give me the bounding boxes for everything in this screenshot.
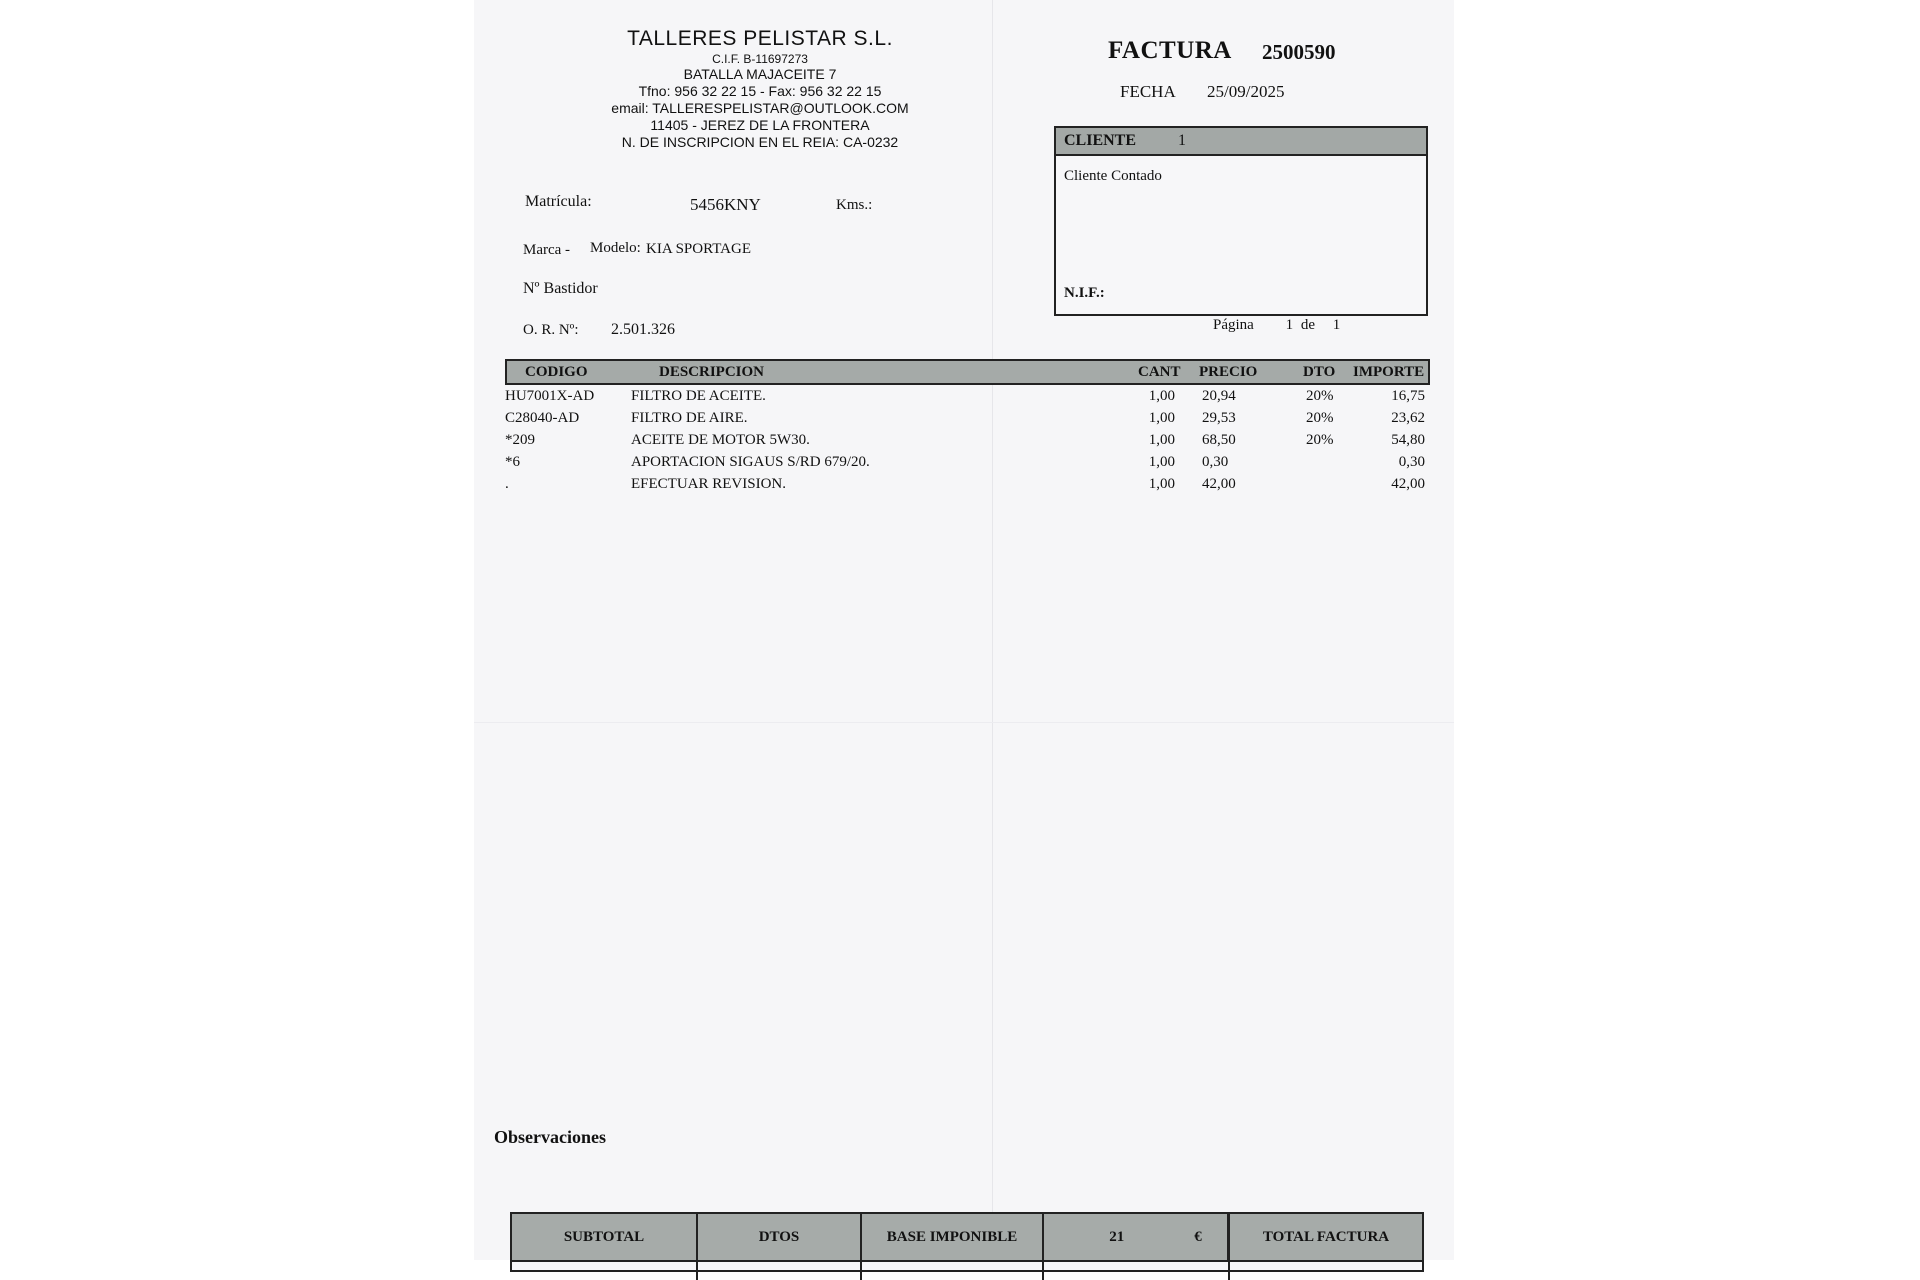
- row-codigo: HU7001X-AD: [505, 388, 595, 404]
- company-registry: N. DE INSCRIPCION EN EL REIA: CA-0232: [621, 134, 899, 150]
- row-cant: 1,00: [1148, 454, 1175, 470]
- row-cant: 1,00: [1148, 388, 1175, 404]
- invoice-date: 25/09/2025: [1207, 82, 1285, 101]
- row-descripcion: FILTRO DE AIRE.: [631, 410, 748, 426]
- currency-symbol: €: [1194, 1229, 1202, 1245]
- base-imponible-header: BASE IMPONIBLE: [862, 1214, 1044, 1260]
- row-importe: 16,75: [1391, 388, 1425, 404]
- col-dto: DTO: [1303, 364, 1336, 380]
- row-dto: 20%: [1306, 410, 1334, 426]
- col-cant: CANT: [1138, 364, 1181, 380]
- company-cif: C.I.F. B-11697273: [712, 52, 808, 66]
- col-precio: PRECIO: [1199, 364, 1258, 380]
- vin-label: Nº Bastidor: [523, 280, 598, 297]
- totals-table: [510, 1212, 1424, 1272]
- company-city: 11405 - JEREZ DE LA FRONTERA: [650, 117, 870, 133]
- client-nif-label: N.I.F.:: [1064, 285, 1105, 301]
- page-label: Página: [1213, 317, 1254, 333]
- kms-label: Kms.:: [836, 197, 873, 213]
- row-codigo: C28040-AD: [505, 410, 580, 426]
- row-importe: 0,30: [1398, 454, 1425, 470]
- model-label: Modelo:: [590, 240, 641, 256]
- page-total: 1: [1332, 317, 1341, 333]
- company-header: [540, 26, 980, 151]
- observations-label: Observaciones: [494, 1127, 606, 1147]
- client-id: 1: [1178, 132, 1187, 149]
- totals-col-divider: [696, 1260, 698, 1280]
- or-label: O. R. Nº:: [523, 322, 579, 338]
- row-importe: 42,00: [1391, 476, 1425, 492]
- row-cant: 1,00: [1148, 410, 1175, 426]
- plate-value: 5456KNY: [690, 195, 761, 214]
- model-value: KIA SPORTAGE: [646, 241, 751, 257]
- client-header-label: CLIENTE: [1064, 132, 1137, 149]
- client-header: [1056, 128, 1426, 156]
- totals-col-divider: [1042, 1260, 1044, 1280]
- row-precio: 0,30: [1202, 454, 1229, 470]
- row-descripcion: ACEITE DE MOTOR 5W30.: [631, 432, 810, 448]
- row-cant: 1,00: [1148, 476, 1175, 492]
- row-dto: 20%: [1306, 432, 1334, 448]
- row-precio: 68,50: [1202, 432, 1236, 448]
- client-name: Cliente Contado: [1064, 168, 1162, 184]
- table-row: [505, 454, 1430, 476]
- company-name: TALLERES PELISTAR S.L.: [627, 27, 893, 50]
- row-descripcion: EFECTUAR REVISION.: [631, 476, 787, 492]
- table-row: [505, 388, 1430, 410]
- page-counter: [1213, 317, 1340, 334]
- row-descripcion: FILTRO DE ACEITE.: [631, 388, 766, 404]
- row-precio: 20,94: [1202, 388, 1236, 404]
- items-table-header: [505, 359, 1430, 385]
- row-codigo: *6: [505, 454, 520, 470]
- row-descripcion: APORTACION SIGAUS S/RD 679/20.: [631, 454, 870, 470]
- table-row: [505, 410, 1430, 432]
- col-codigo: CODIGO: [525, 364, 588, 380]
- col-descripcion: DESCRIPCION: [659, 364, 765, 380]
- client-box: [1054, 126, 1428, 316]
- invoice-date-label: FECHA: [1120, 82, 1176, 101]
- invoice-title: FACTURA: [1108, 37, 1232, 64]
- invoice-number: 2500590: [1262, 40, 1336, 64]
- subtotal-header: SUBTOTAL: [512, 1214, 698, 1260]
- row-dto: 20%: [1306, 388, 1334, 404]
- totals-col-divider: [1228, 1260, 1230, 1280]
- total-factura-header: TOTAL FACTURA: [1230, 1214, 1422, 1260]
- row-cant: 1,00: [1148, 432, 1175, 448]
- table-row: [505, 432, 1430, 454]
- page-of: de: [1300, 317, 1315, 333]
- row-codigo: *209: [505, 432, 535, 448]
- row-codigo: .: [505, 476, 509, 492]
- page-current: 1: [1285, 317, 1294, 333]
- make-label: Marca -: [523, 242, 571, 258]
- dtos-header: DTOS: [698, 1214, 862, 1260]
- totals-col-divider: [860, 1260, 862, 1280]
- plate-label: Matrícula:: [525, 193, 592, 210]
- company-address: BATALLA MAJACEITE 7: [683, 66, 837, 82]
- tax-rate: 21: [1109, 1229, 1125, 1245]
- or-number: 2.501.326: [611, 321, 675, 338]
- row-precio: 42,00: [1202, 476, 1236, 492]
- paper-fold-vertical: [992, 0, 993, 1260]
- company-email: email: TALLERESPELISTAR@OUTLOOK.COM: [611, 100, 909, 116]
- row-importe: 54,80: [1391, 432, 1425, 448]
- company-phone: Tfno: 956 32 22 15 - Fax: 956 32 22 15: [638, 83, 882, 99]
- tax-header: [1044, 1214, 1230, 1260]
- col-importe: IMPORTE: [1353, 364, 1425, 380]
- totals-divider: [512, 1260, 1422, 1262]
- paper-fold-horizontal: [474, 722, 1454, 723]
- row-importe: 23,62: [1391, 410, 1425, 426]
- row-precio: 29,53: [1202, 410, 1236, 426]
- table-row: [505, 476, 1430, 498]
